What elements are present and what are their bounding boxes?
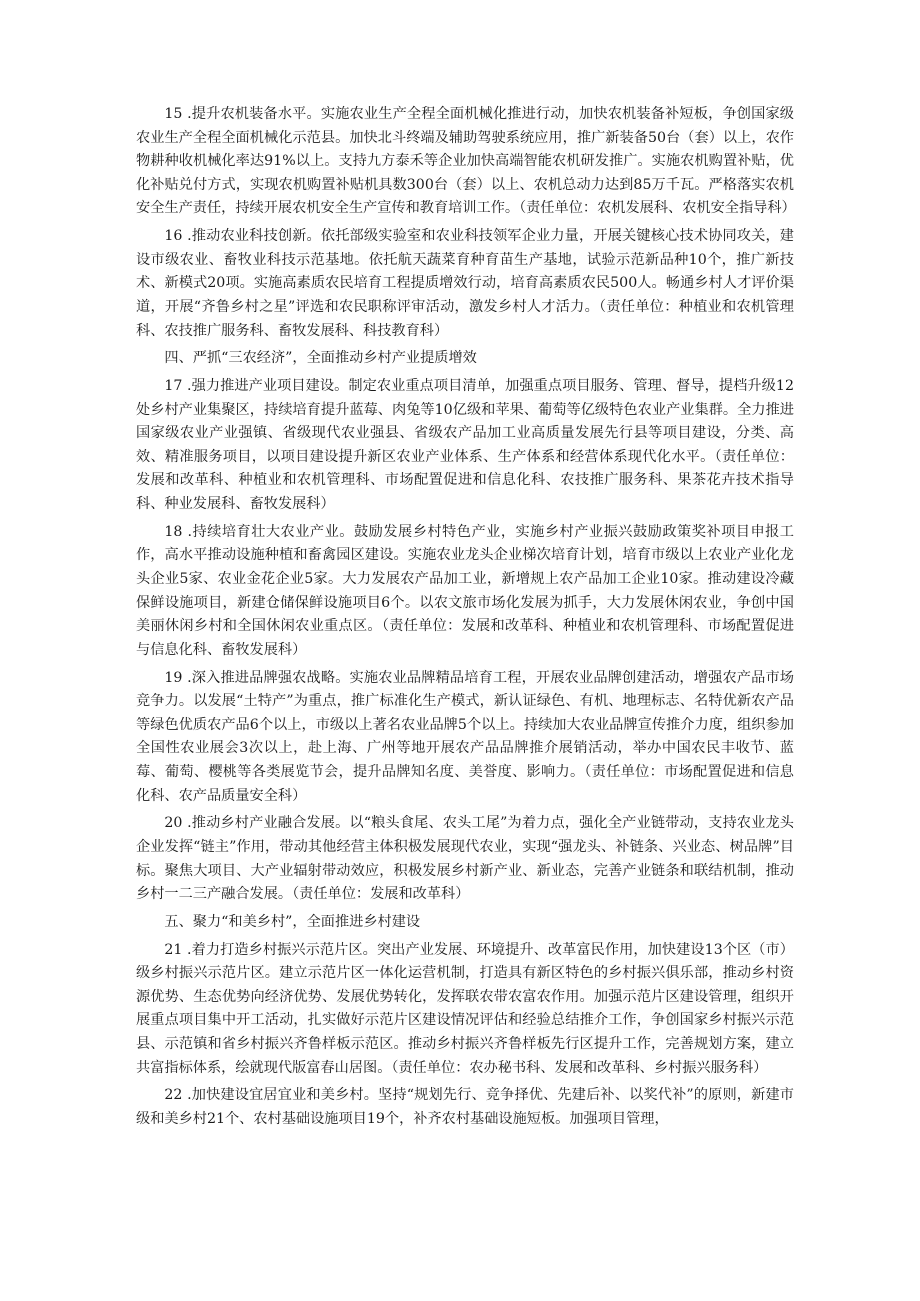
item-22: 22 .加快建设宜居宜业和美乡村。坚持“规划先行、竞争择优、先建后补、以奖代补”的原则，新建市级和美乡村21个、农村基础设施项目19个，补齐农村基础设施短板。加强项目管理，: [136, 1087, 794, 1128]
section-heading-5: 五、聚力“和美乡村”，全面推进乡村建设: [164, 913, 421, 930]
section-heading-4: 四、严抓“三农经济”，全面推动乡村产业提质增效: [164, 350, 477, 367]
item-21: 21 .着力打造乡村振兴示范片区。突出产业发展、环境提升、改革富民作用，加快建设13个区（市）级乡村振兴示范片区。建立示范片区一体化运营机制，打造具有新区特色的乡村振兴俱乐部，推动乡村资源优势、生态优势向经济优势、发展优势转化，发挥联农带农富农作用。加强示范片区建设管理，组织开展重点项目集中开工活动，扎实做好示范片区建设情况评估和经验总结推介工作，争创国家乡村振兴示范县、示范镇和省乡村振兴齐鲁样板示范区。推动乡村振兴齐鲁样板先行区提升工作，完善规划方案，建立共富指标体系，绘就现代版富春山居图。（责任单位：农办秘书科、发展和改革科、乡村振兴服务科）: [136, 941, 794, 1076]
item-18: 18 .持续培育壮大农业产业。鼓励发展乡村特色产业，实施乡村产业振兴鼓励政策奖补项目申报工作，高水平推动设施种植和畜禽园区建设。实施农业龙头企业梯次培育计划，培育市级以上农业产业化龙头企业5家、农业金花企业5家。大力发展农产品加工业，新增规上农产品加工企业10家。推动建设冷藏保鲜设施项目，新建仓储保鲜设施项目6个。以农文旅市场化发展为抓手，大力发展休闲农业，争创中国美丽休闲乡村和全国休闲农业重点区。（责任单位：发展和改革科、种植业和农机管理科、市场配置促进与信息化科、畜牧发展科）: [136, 523, 794, 658]
document-page: [136, 103, 794, 1136]
item-20: 20 .推动乡村产业融合发展。以“粮头食尾、农头工尾”为着力点，强化全产业链带动，支持农业龙头企业发挥“链主”作用，带动其他经营主体积极发展现代农业，实现“强龙头、补链条、兴业态、树品牌”目标。聚焦大项目、大产业辐射带动效应，积极发展乡村新产业、新业态，完善产业链条和联结机制，推动乡村一二三产融合发展。（责任单位：发展和改革科）: [136, 815, 794, 903]
item-19: 19 .深入推进品牌强农战略。实施农业品牌精品培育工程，开展农业品牌创建活动，增强农产品市场竞争力。以发展“土特产”为重点，推广标准化生产模式，新认证绿色、有机、地理标志、名特优新农产品等绿色优质农产品6个以上，市级以上著名农业品牌5个以上。持续加大农业品牌宣传推介力度，组织参加全国性农业展会3次以上，赴上海、广州等地开展农产品品牌推介展销活动，举办中国农民丰收节、蓝莓、葡萄、樱桃等各类展览节会，提升品牌知名度、美誉度、影响力。（责任单位：市场配置促进和信息化科、农产品质量安全科）: [136, 669, 794, 804]
item-17: 17 .强力推进产业项目建设。制定农业重点项目清单，加强重点项目服务、管理、督导，提档升级12处乡村产业集聚区，持续培育提升蓝莓、肉兔等10亿级和苹果、葡萄等亿级特色农业产业集群。全力推进国家级农业产业强镇、省级现代农业强县、省级农产品加工业高质量发展先行县等项目建设，分类、高效、精准服务项目，以项目建设提升新区农业产业体系、生产体系和经营体系现代化水平。（责任单位：发展和改革科、种植业和农机管理科、市场配置促进和信息化科、农技推广服务科、果茶花卉技术指导科、种业发展科、畜牧发展科）: [136, 378, 794, 513]
item-16: 16 .推动农业科技创新。依托部级实验室和农业科技领军企业力量，开展关键核心技术协同攻关，建设市级农业、畜牧业科技示范基地。依托航天蔬菜育种育苗生产基地，试验示范新品种10个，推广新技术、新模式20项。实施高素质农民培育工程提质增效行动，培育高素质农民500人。畅通乡村人才评价渠道，开展“齐鲁乡村之星”评选和农民职称评审活动，激发乡村人才活力。（责任单位：种植业和农机管理科、农技推广服务科、畜牧发展科、科技教育科）: [136, 228, 794, 339]
item-15: 15 .提升农机装备水平。实施农业生产全程全面机械化推进行动，加快农机装备补短板，争创国家级农业生产全程全面机械化示范县。加快北斗终端及辅助驾驶系统应用，推广新装备50台（套）以上，农作物耕种收机械化率达91%以上。支持九方泰禾等企业加快高端智能农机研发推广。实施农机购置补贴，优化补贴兑付方式，实现农机购置补贴机具数300台（套）以上、农机总动力达到85万千瓦。严格落实农机安全生产责任，持续开展农机安全生产宣传和教育培训工作。（责任单位：农机发展科、农机安全指导科）: [136, 106, 796, 217]
